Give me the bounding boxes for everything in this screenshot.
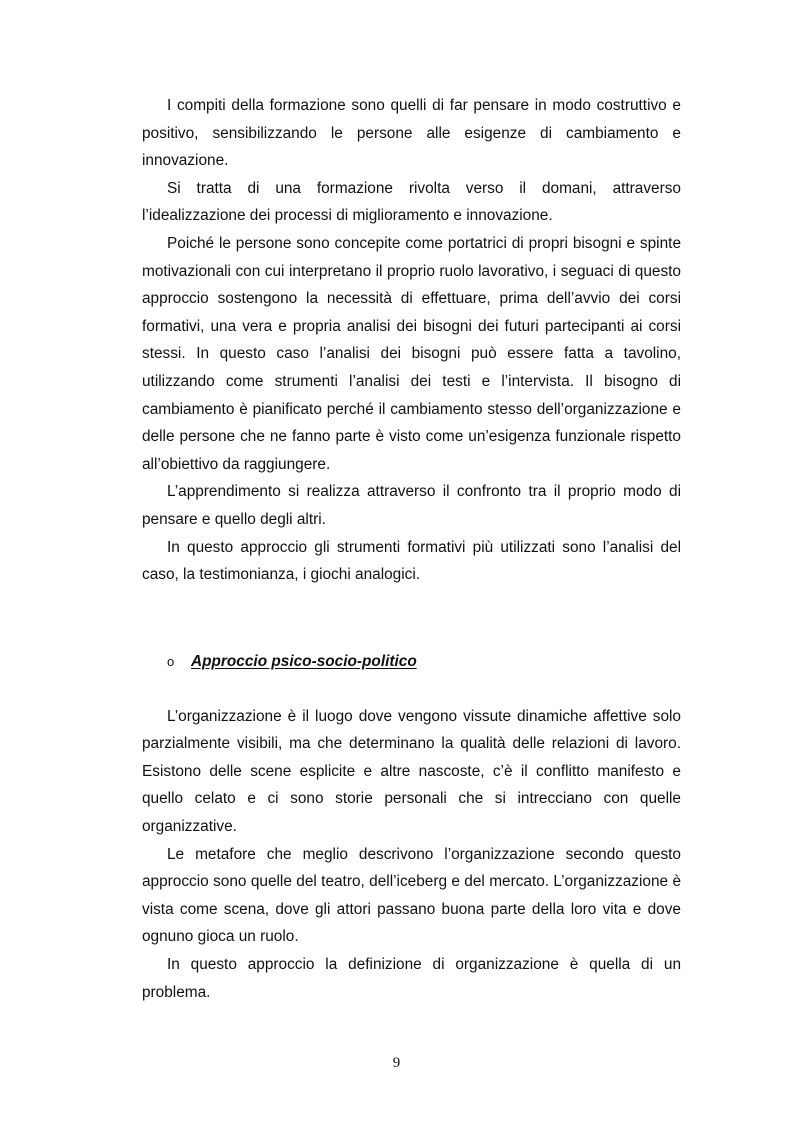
section-paragraphs [142, 703, 681, 1007]
paragraph: In questo approccio gli strumenti formativi più utilizzati sono l’analisi del caso, la testimonianza, i giochi analogici. [142, 538, 681, 584]
bullet-circle-icon: o [167, 653, 175, 669]
section-title: Approccio psico-socio-politico [191, 652, 417, 670]
page-number: 9 [392, 1055, 401, 1071]
section-heading [142, 648, 681, 676]
paragraph: Le metafore che meglio descrivono l’organizzazione secondo questo approccio sono quelle del teatro, dell’iceberg e del mercato. L’organizzazione è vista come scena, dove gli attori passano buona parte della loro vita e dove ognuno gioca un ruolo. [142, 845, 681, 946]
page-body [142, 92, 681, 1006]
intro-paragraphs [142, 92, 681, 589]
paragraph: L’apprendimento si realizza attraverso il confronto tra il proprio modo di pensare e quello degli altri. [142, 483, 681, 528]
paragraph: Si tratta di una formazione rivolta verso il domani, attraverso l’idealizzazione dei processi di miglioramento e innovazione. [142, 179, 681, 225]
paragraph: I compiti della formazione sono quelli di far pensare in modo costruttivo e positivo, sensibilizzando le persone alle esigenze di cambiamento e innovazione. [142, 97, 681, 170]
paragraph: Poiché le persone sono concepite come portatrici di propri bisogni e spinte motivazionali con cui interpretano il proprio ruolo lavorativo, i seguaci di questo approccio sostengono la necessità di effettuare, prima dell’avvio dei corsi formativi, una vera e propria analisi dei bisogni dei futuri partecipanti ai corsi stessi. In questo caso l’analisi dei bisogni può essere fatta a tavolino, utilizzando come strumenti l’analisi dei testi e l’intervista. Il bisogno di cambiamento è pianificato perché il cambiamento stesso dell’organizzazione e delle persone che ne fanno parte è visto come un’esigenza funzionale rispetto all’obiettivo da raggiungere. [142, 234, 681, 473]
paragraph: In questo approccio la definizione di organizzazione è quella di un problema. [142, 956, 681, 1001]
paragraph: L’organizzazione è il luogo dove vengono vissute dinamiche affettive solo parzialmente visibili, ma che determinano la qualità delle relazioni di lavoro. Esistono delle scene esplicite e altre nascoste, c’è il conflitto manifesto e quello celato e ci sono storie personali che si intrecciano con quelle organizzative. [142, 707, 681, 836]
